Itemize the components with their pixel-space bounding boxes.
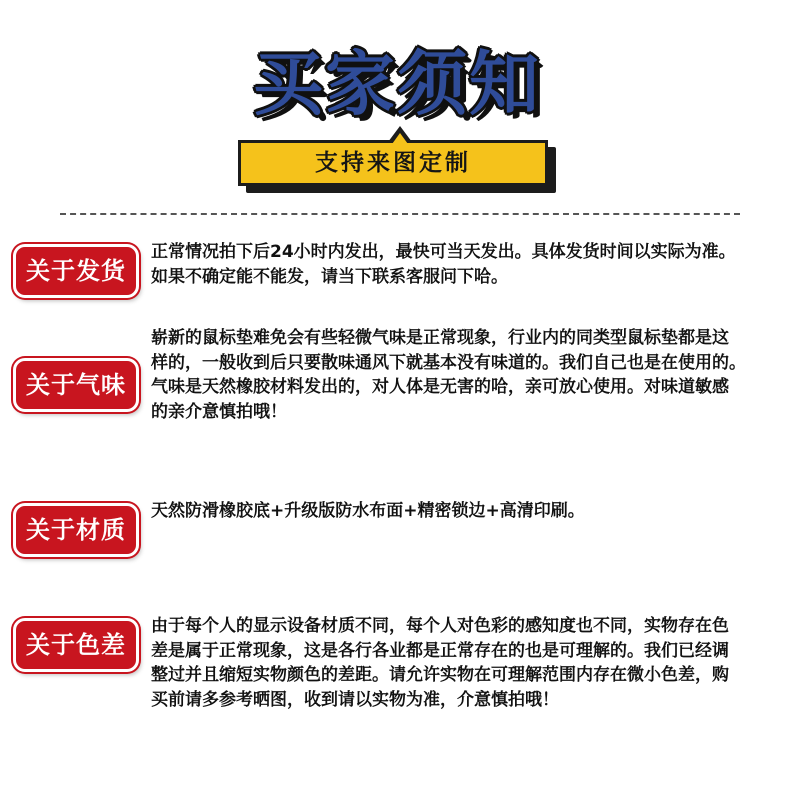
text-line: 整过并且缩短实物颜色的差距。请允许实物在可理解范围内存在微小色差，购 <box>151 665 729 685</box>
text-line: 的亲介意慎拍哦！ <box>151 401 287 422</box>
section-label-color-difference: 关于色差 <box>13 618 139 672</box>
text-line: 样的，一般收到后只要散味通风下就基本没有味道的。我们自己也是在使用的。 <box>151 352 746 373</box>
section-text-shipping <box>151 240 791 289</box>
section-text-material <box>151 499 791 524</box>
text-line: 气味是天然橡胶材料发出的，对人体是无害的哈，亲可放心使用。对味道敏感 <box>151 377 729 397</box>
section-label-smell: 关于气味 <box>13 358 139 412</box>
text-line: 崭新的鼠标垫难免会有些轻微气味是正常现象，行业内的同类型鼠标垫都是这 <box>151 328 729 348</box>
text-line: 正常情况拍下后24小时内发出，最快可当天发出。具体发货时间以实际为准。 <box>151 242 736 262</box>
section-label-shipping: 关于发货 <box>13 244 139 298</box>
subtitle-banner: 支持来图定制 <box>238 140 548 186</box>
text-line: 如果不确定能不能发，请当下联系客服问下哈。 <box>151 266 508 287</box>
speech-bubble-tail-fill <box>387 133 413 151</box>
section-text-smell <box>151 326 791 424</box>
section-label-material: 关于材质 <box>13 503 139 557</box>
text-line: 差是属于正常现象，这是各行各业都是正常存在的也是可理解的。我们已经调 <box>151 640 729 661</box>
text-line: 天然防滑橡胶底+升级版防水布面+精密锁边+高清印刷。 <box>151 501 585 521</box>
section-text-color-difference <box>151 614 791 712</box>
header <box>0 0 800 210</box>
text-line: 由于每个人的显示设备材质不同，每个人对色彩的感知度也不同，实物存在色 <box>151 616 729 636</box>
dashed-divider <box>60 213 740 215</box>
text-line: 买前请多参考晒图，收到请以实物为准，介意慎拍哦！ <box>151 689 559 710</box>
page-title: 买家须知 <box>253 43 541 125</box>
